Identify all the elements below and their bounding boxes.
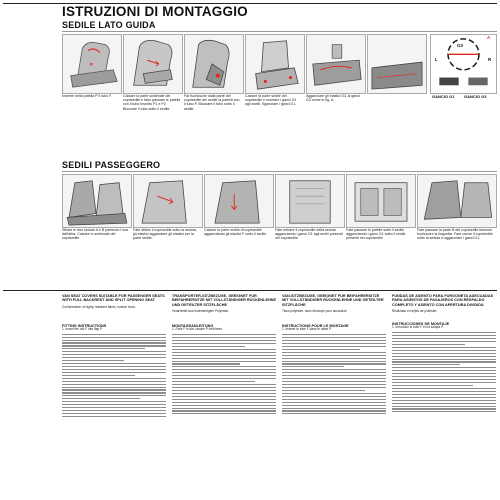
lang-note-en: Conformation of highly resistant fabric, lumbar hook. xyxy=(62,304,136,309)
top-caption-5: Agganciare gli elastici G1 ai ganci G3 come in fig. A. xyxy=(306,94,360,103)
section-title-driver: SEDILE LATO GUIDA xyxy=(62,20,156,30)
callout-r: R xyxy=(488,57,492,62)
lang-instructions-title-fr: INSTRUCTIONS POUR LE MONTAGE xyxy=(282,324,349,329)
step-panel-2 xyxy=(123,34,183,94)
passenger-caption-3: Calzare la parte sedile di coprisedile agganciando gli elastici F sotto il sedile. xyxy=(204,228,268,237)
lang-subtitle-de: 1. Rohr F in die Lasche P einführen. xyxy=(172,327,223,332)
step-panel-5 xyxy=(306,34,366,94)
top-caption-2: Calzare la parte schienale del coprisedile e farlo passare le patelle con il tubo inserito P1 e P2. Bloccare il tubo sotto il sedile. xyxy=(123,94,181,111)
callout-p: P xyxy=(90,62,94,67)
lang-column-es xyxy=(392,294,496,498)
gancio-g3-label: GANCIO G3 xyxy=(464,94,487,99)
lang-body-fr xyxy=(282,334,386,414)
section-rule xyxy=(62,31,497,32)
top-caption-3: Far fuoriuscire dalla parte del coprisedile del sedile la patella con il tubo P. Bloccare il tubo sotto il sedile. xyxy=(184,94,240,111)
lang-column-en xyxy=(62,294,166,498)
lang-subtitle-en: 1. Insert the rod F into flap P. xyxy=(62,327,103,332)
lang-heading-de: TRANSPORTER-SITZBEZÜGE, GEEIGNET FÜR BEIFAHRERSITZE MIT VOLLSTÄNDIGER RÜCKENLEHNE UND GETEILTER SITZFLÄCHE xyxy=(172,294,276,307)
passenger-panel-4 xyxy=(275,174,345,228)
top-caption-4: Calzare la parte sedile del coprisedile e montare i ganci G1 agli anelli. Sganciare i ganci G1. xyxy=(245,94,297,107)
lang-note-fr: Tissu polyester, avec découpe pour accoudoir. xyxy=(282,309,348,314)
section-rule-2 xyxy=(62,171,497,172)
callout-a: A xyxy=(487,35,491,40)
step-panel-4 xyxy=(245,34,305,94)
lang-column-fr xyxy=(282,294,386,498)
lang-note-de: Verarbeitet aus hochwertigem Polyester. xyxy=(172,309,230,314)
top-caption-1: Inserire nella patella P il tubo F. xyxy=(62,94,112,98)
passenger-caption-1: Sfilare le due sedute A e B partendo l'una dall'altra. Calzare lo schienale del coprisedile. xyxy=(62,228,128,241)
lang-instructions-title-es: INSTRUCCIONES DE MONTAJE xyxy=(392,322,450,327)
page-title: ISTRUZIONI DI MONTAGGIO xyxy=(62,4,248,19)
gancio-g1-label: GANCIO G1 xyxy=(432,94,455,99)
lang-heading-es: FUNDAS DE ASIENTO PARA FURGONETA ADECUADAS PARA ASIENTOS DE PASAJEROS CON RESPALDO COMPLETO Y ASIENTO CON APERTURA DIVIDIDA xyxy=(392,294,494,307)
lang-note-es: Realizado en tejido de poliéster. xyxy=(392,309,438,314)
step-panel-7 xyxy=(430,34,497,94)
passenger-panel-1 xyxy=(62,174,132,228)
languages-rule xyxy=(3,290,497,291)
passenger-caption-6: Fate passare la parte B del coprisedile facendo fuoriuscire la linguetta. Fare uscire il coprisedile sotto la seduta e agganciare i ganci G1. xyxy=(417,228,493,241)
lang-body-de xyxy=(172,334,276,414)
lang-subtitle-es: 1. Introducir el tubo F en la solapa P. xyxy=(392,325,444,330)
lang-column-de xyxy=(172,294,276,498)
passenger-caption-4: Fate entrare il coprisedile della seduta agganciando i ganci G1 agli anelli presenti nel coprisedile. xyxy=(275,228,343,241)
callout-g3: G3 xyxy=(457,43,464,48)
lang-instructions-title-de: MONTAGEANLEITUNG xyxy=(172,324,214,329)
lang-subtitle-fr: 1. Insérer le tube F dans le rabat P. xyxy=(282,327,332,332)
callout-l: L xyxy=(435,57,438,62)
lang-body-es xyxy=(392,332,496,412)
lang-heading-en: VAN SEAT COVERS SUITABLE FOR PASSENGER SEATS WITH FULL BACKREST AND SPLIT OPENING SEAT xyxy=(62,294,165,303)
passenger-panel-2 xyxy=(133,174,203,228)
section-title-passenger: SEDILI PASSEGGERO xyxy=(62,160,161,170)
passenger-panel-5 xyxy=(346,174,416,228)
step-panel-6 xyxy=(367,34,427,94)
step-panel-3 xyxy=(184,34,244,94)
lang-instructions-title-en: FITTING INSTRUCTIONS xyxy=(62,323,107,328)
lang-body-en xyxy=(62,334,166,417)
lang-heading-fr: VAN-SITZBEZÜGE, GEEIGNET FÜR BEIFAHRERSITZE MIT VOLLSTÄNDIGER RÜCKENLEHNE UND GETEILTER SITZFLÄCHE xyxy=(282,294,384,307)
passenger-panel-6 xyxy=(417,174,497,228)
passenger-caption-2: Fate sfilare il coprisedile sotto la seduta, gli elastici agganciare gli elastici per la parte sedile. xyxy=(133,228,197,241)
passenger-caption-5: Fate passare le patelle sotto il sedile agganciando i ganci G1 sotto il sedile presenti nel coprisedile. xyxy=(346,228,406,241)
passenger-panel-3 xyxy=(204,174,274,228)
